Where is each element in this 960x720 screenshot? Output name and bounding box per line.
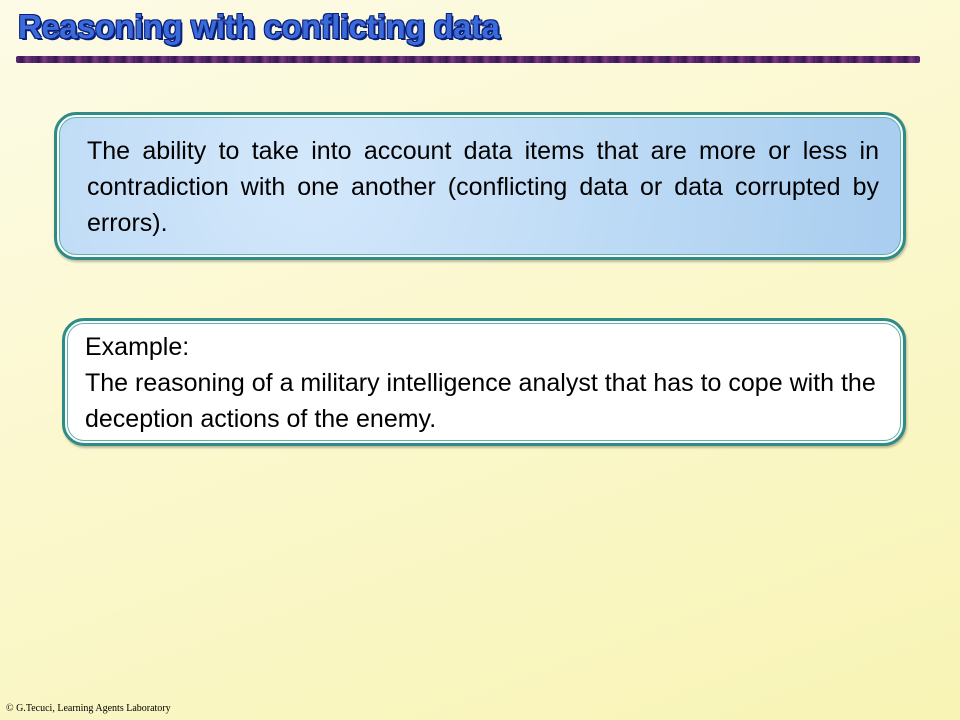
example-text: The reasoning of a military intelligence analyst that has to cope with the deception actions of the enemy. [85, 369, 876, 433]
definition-box [54, 112, 906, 260]
copyright-icon: © [6, 703, 14, 714]
footer-credit-text: G.Tecuci, Learning Agents Laboratory [13, 703, 171, 714]
example-box [62, 318, 906, 446]
definition-text: The ability to take into account data items that are more or less in contradiction with one another (conflicting data or data corrupted by errors). [87, 137, 879, 237]
slide-title: Reasoning with conflicting data [18, 8, 500, 45]
example-heading: Example: [85, 333, 190, 361]
title-underline-bar [16, 56, 920, 63]
footer-credit [6, 703, 171, 714]
